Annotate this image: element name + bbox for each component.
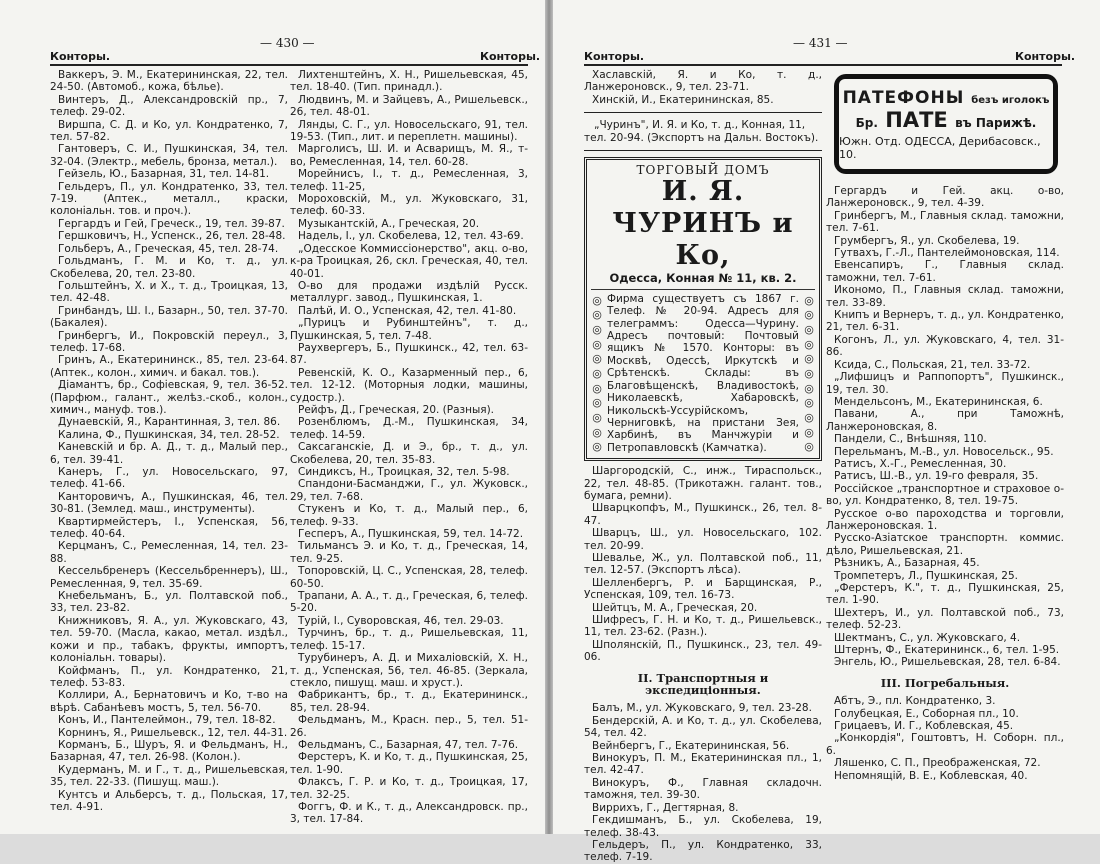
directory-entry: Гутвахъ, Г.-Л., Пантелеймоновская, 114. bbox=[834, 247, 1060, 260]
directory-entry: Виршпа, С. Д. и Ко, ул. Кондратенко, 7, тел. 57-82. bbox=[50, 118, 288, 144]
directory-entry: Дунаевскій, Я., Карантинная, 3, тел. 86. bbox=[58, 416, 281, 429]
directory-entry: Синдиксъ, Н., Троицкая, 32, тел. 5-98. bbox=[298, 466, 510, 478]
ad-churin-name: И. Я. ЧУРИНЪ и Ко, bbox=[612, 176, 794, 272]
directory-entry: Шполянскій, П., Пушкинск., 23, тел. 49-06. bbox=[584, 638, 822, 664]
book-gutter bbox=[545, 0, 553, 834]
directory-entry: Раухвергеръ, Б., Пушкинск., 42, тел. 63-87. bbox=[290, 341, 528, 367]
directory-entry: Тромпетеръ, Л., Пушкинская, 25. bbox=[834, 569, 1018, 582]
directory-entry: Пандели, С., Внѣшняя, 110. bbox=[834, 433, 987, 446]
directory-entry: Кнебельманъ, Б., ул. Полтавской поб., 33, тел. 23-82. bbox=[50, 590, 288, 615]
directory-entry: Турубинеръ, А. Д. и Михаліовскій, Х. Н., т. д., Успенская, 56, тел. 46-85. (Зеркала, стекло, пишущ. маш. и хруст.). bbox=[290, 652, 528, 689]
directory-entry: Перельманъ, М.-В., ул. Новосельск., 95. bbox=[834, 445, 1054, 458]
ornament-left: ◎ ◎ ◎ ◎ ◎ ◎ ◎ ◎ ◎ ◎ ◎ bbox=[592, 293, 602, 454]
column-left bbox=[584, 69, 822, 864]
ad-churin-box bbox=[584, 157, 822, 461]
column-left bbox=[50, 69, 288, 813]
directory-entry: Гесперъ, А., Пушкинская, 59, тел. 14-72. bbox=[298, 528, 524, 541]
directory-entry: „Пурицъ и Рубинштейнъ", т. д., Пушкинская, 5, тел. 7-48. bbox=[290, 317, 528, 342]
directory-entry: Коллири, А., Бернатовичъ и Ко, т-во на вѣрѣ. Сабанѣевъ мостъ, 5, тел. 56-70. bbox=[50, 689, 288, 714]
directory-entry: Гринбандъ, Ш. І., Базарн., 50, тел. 37-70. (Бакалея). bbox=[50, 304, 288, 330]
directory-entry: Книпъ и Вернеръ, т. д., ул. Кондратенко, 21, тел. 6-31. bbox=[826, 309, 1064, 334]
directory-entry: Гринбергъ, И., Покровскій переул., 3, телеф. 17-68. bbox=[50, 329, 288, 354]
directory-entry: Шаргородскій, С., инж., Тираспольск., 22, тел. 48-85. (Трикотажн. галант. тов., бумага, ремни). bbox=[584, 465, 822, 502]
directory-entry: Голубецкая, Е., Соборная пл., 10. bbox=[834, 707, 1019, 720]
divider bbox=[584, 150, 822, 151]
directory-entry: Россійское „транспортное и страховое о-во, ул. Кондратенко, 8, тел. 19-75. bbox=[826, 482, 1064, 508]
heading-transport: II. Транспортныя и экспедиціонныя. bbox=[637, 670, 769, 698]
directory-entry: Хаславскій, Я. и Ко, т. д., Ланжероновск., 9, тел. 23-71. bbox=[584, 69, 822, 94]
directory-entry: Балъ, М., ул. Жуковскаго, 9, тел. 23-28. bbox=[592, 702, 812, 715]
directory-entry: Шелленбергъ, Р. и Барщинская, Р., Успенская, 109, тел. 16-73. bbox=[584, 576, 822, 602]
directory-entry: Шектманъ, С., ул. Жуковскаго, 4. bbox=[834, 631, 1021, 644]
directory-entry: Палѣй, И. О., Успенская, 42, тел. 41-80. bbox=[298, 304, 517, 317]
directory-entry: Шифресъ, Г. Н. и Ко, т. д., Ришельевск., 11, тел. 23-62. (Разн.). bbox=[584, 614, 822, 639]
page-number: — 431 — bbox=[793, 36, 848, 50]
column-right bbox=[826, 185, 1064, 782]
directory-entry: Гринъ, А., Екатерининск., 85, тел. 23-64. (Аптек., колон., химич. и бакал. тов.). bbox=[50, 354, 288, 379]
directory-entry: Фельдманъ, М., Красн. пер., 5, тел. 51-26. bbox=[290, 714, 528, 739]
directory-entry: Ратисъ, Х.-Г., Ремесленная, 30. bbox=[834, 457, 1007, 470]
entries-mid bbox=[584, 465, 822, 664]
directory-entry: Марголисъ, Ш. И. и Асварищъ, М. Я., т-во, Ремесленная, 14, тел. 60-28. bbox=[290, 143, 528, 168]
directory-entry: Лянды, С. Г., ул. Новосельскаго, 91, тел. 19-53. (Тип., лит. и переплетн. машины). bbox=[290, 118, 528, 144]
directory-entry: Хинскій, И., Екатерининская, 85. bbox=[592, 93, 774, 106]
directory-entry: Гельдеръ, П., ул. Кондратенко, 33, телеф. 7-19. bbox=[584, 838, 822, 864]
directory-entry: Винокуръ, Ф., Главная складочн. таможня, тел. 39-30. bbox=[584, 776, 822, 802]
directory-entry: Грицаевъ, И. Г., Коблевская, 45. bbox=[834, 720, 1014, 733]
directory-entry: Гейзель, Ю., Базарная, 31, тел. 14-81. bbox=[58, 168, 270, 181]
directory-entry: Спандони-Басманджи, Г., ул. Жуковск., 29, тел. 7-68. bbox=[290, 478, 528, 503]
ad-pathe-box bbox=[834, 74, 1058, 174]
directory-entry: Фельдманъ, С., Базарная, 47, тел. 7-76. bbox=[298, 738, 519, 751]
directory-entry: Шехтеръ, И., ул. Полтавской поб., 73, телеф. 52-23. bbox=[826, 606, 1064, 632]
heading-pogreb: III. Погребальныя. bbox=[880, 675, 1010, 690]
directory-entry: Кессельбренеръ (Кессельбреннеръ), Ш., Ремесленная, 9, тел. 35-69. bbox=[50, 565, 288, 590]
directory-entry: „Одесское Коммиссіонерство", акц. о-во, к-ра Троицкая, 26, скл. Греческая, 40, тел. 40-01. bbox=[290, 242, 528, 280]
entries-top bbox=[584, 69, 822, 106]
running-head-left: Конторы. bbox=[50, 50, 111, 63]
ad-churin-listing: „Чуринъ", И. Я. и Ко, т. д., Конная, 11, тел. 20-94. (Экспортъ на Дальн. Востокъ). bbox=[584, 119, 819, 144]
directory-entry: Лихтенштейнъ, Х. Н., Ришельевская, 45, тел. 18-40. (Тип. принадл.). bbox=[290, 69, 528, 94]
directory-entry: „Лифшицъ и Раппопортъ", Пушкинск., 19, тел. 30. bbox=[826, 371, 1064, 396]
directory-entry: Непомнящій, В. Е., Коблевская, 40. bbox=[834, 769, 1028, 782]
header-rule bbox=[50, 64, 528, 66]
directory-entry: Абтъ, Э., пл. Кондратенко, 3. bbox=[834, 695, 996, 708]
directory-entry: Топоровскій, Ц. С., Успенская, 28, телеф. 60-50. bbox=[290, 565, 528, 590]
entries-top bbox=[826, 185, 1064, 669]
ad-pathe-title: ПАТЕФОНЫ bbox=[842, 87, 965, 108]
column-right bbox=[290, 69, 528, 826]
running-head-left: Конторы. bbox=[584, 50, 645, 63]
directory-entry: Надель, І., ул. Скобелева, 12, тел. 43-69. bbox=[298, 230, 524, 243]
left-page bbox=[0, 0, 545, 834]
divider bbox=[584, 112, 822, 113]
directory-entry: Калина, Ф., Пушкинская, 34, тел. 28-52. bbox=[58, 428, 280, 441]
directory-entry: Морейнисъ, І., т. д., Ремесленная, 3, телеф. 11-25, bbox=[290, 168, 528, 193]
directory-entry: Икономо, П., Главныя склад. таможни, тел. 33-89. bbox=[826, 284, 1064, 309]
running-head-right: Конторы. bbox=[1015, 50, 1076, 63]
directory-entry: Музыкантскій, А., Греческая, 20. bbox=[298, 217, 480, 230]
directory-entry: Кунтсъ и Альберсъ, т. д., Польская, 17, тел. 4-91. bbox=[50, 788, 288, 813]
directory-entry: Канеръ, Г., ул. Новосельскаго, 97, телеф. 41-66. bbox=[50, 466, 288, 491]
directory-entry: Шейтцъ, М. А., Греческая, 20. bbox=[592, 601, 758, 614]
ad-pathe-br: Бр. bbox=[855, 115, 878, 130]
directory-entry: Гольберъ, А., Греческая, 45, тел. 28-74. bbox=[58, 242, 279, 255]
directory-entry: Розенблюмъ, Д.-М., Пушкинская, 34, телеф. 14-59. bbox=[290, 416, 528, 441]
ad-pathe-subtitle: безъ иголокъ bbox=[971, 94, 1050, 106]
directory-entry: Русско-Азіатское транспортн. коммис. дѣло, Ришельевская, 21. bbox=[826, 532, 1064, 557]
directory-entry: „Ферстеръ, К.", т. д., Пушкинская, 25, тел. 1-90. bbox=[826, 582, 1064, 607]
directory-entry: Гершковичъ, Н., Успенск., 26, тел. 28-48. bbox=[58, 230, 286, 243]
directory-entry: Ляшенко, С. П., Преображенская, 72. bbox=[834, 757, 1041, 770]
directory-entry: Флаксъ, Г. Р. и Ко, т. д., Троицкая, 17, тел. 32-25. bbox=[290, 776, 528, 801]
directory-entry: Корманъ, Б., Шуръ, Я. и Фельдманъ, Н., Базарная, 47, тел. 26-98. (Колон.). bbox=[50, 738, 288, 764]
ornament-right: ◎ ◎ ◎ ◎ ◎ ◎ ◎ ◎ ◎ ◎ ◎ bbox=[804, 293, 814, 454]
directory-entry: Кудерманъ, М. и Г., т. д., Ришельевская, 35, тел. 22-33. (Пишущ. маш.). bbox=[50, 763, 288, 789]
directory-entry: Корнинъ, Я., Ришельевск., 12, тел. 44-31. bbox=[58, 726, 288, 739]
directory-entry: „Конкордія", Гоштовтъ, Н. Соборн. пл., 6. bbox=[826, 732, 1064, 757]
directory-entry: Ваккеръ, Э. М., Екатерининская, 22, тел. 24-50. (Автомоб., кожа, бѣлье). bbox=[50, 69, 288, 94]
directory-entry: Гольдманъ, Г. М. и Ко, т. д., ул. Скобелева, 20, тел. 23-80. bbox=[50, 255, 288, 280]
directory-entry: О-во для продажи издѣлій Русск. металлург. завод., Пушкинская, 1. bbox=[290, 279, 528, 305]
directory-entry: Гергардъ и Гей, Греческ., 19, тел. 39-87. bbox=[58, 217, 285, 230]
ad-churin-address: Одесса, Конная № 11, кв. 2. bbox=[609, 271, 797, 286]
directory-entry: Турчинъ, бр., т. д., Ришельевская, 11, телеф. 15-17. bbox=[290, 627, 528, 652]
ad-pathe-city: въ Парижѣ. bbox=[955, 115, 1037, 130]
directory-entry: Гельдеръ, П., ул. Кондратенко, 33, тел. 7-19. (Аптек., металл., краски, колоніальн. тов. и проч.). bbox=[50, 180, 288, 218]
directory-entry: Шварцкопфъ, М., Пушкинск., 26, тел. 8-47. bbox=[584, 502, 822, 527]
directory-entry: Гергардъ и Гей. акц. о-во, Ланжероновск., 9, тел. 4-39. bbox=[826, 185, 1064, 210]
directory-entry: Каневскій и бр. А. Д., т. д., Малый пер., 6, тел. 39-41. bbox=[50, 441, 288, 466]
directory-entry: Фоггъ, Ф. и К., т. д., Александровск. пр., 3, тел. 17-84. bbox=[290, 800, 528, 826]
directory-entry: Саксаганскіе, Д. и Э., бр., т. д., ул. Скобелева, 20, тел. 35-83. bbox=[290, 441, 528, 466]
right-page bbox=[553, 0, 1100, 864]
ad-pathe-brand: ПАТЕ bbox=[885, 107, 948, 132]
directory-entry: Ферстеръ, К. и Ко, т. д., Пушкинская, 25, тел. 1-90. bbox=[290, 751, 528, 776]
directory-entry: Мендельсонъ, М., Екатерининская, 6. bbox=[834, 395, 1043, 408]
directory-entry: Энгель, Ю., Ришельевская, 28, тел. 6-84. bbox=[834, 656, 1061, 669]
ad-churin-body: Фирма существуетъ съ 1867 г. Телеф. № 20-94. Адресъ для телеграммъ: Одесса—Чурину. Адресъ почтовый: Почтовый ящикъ № 1570. Конторы: въ Москвѣ, Одессѣ, Иркутскѣ и Срѣтенскѣ. Склады: въ Благовѣщенскѣ, Владивостокѣ, Николаевскѣ, Хабаровскѣ, Никольскѣ-Уссурійскомъ, Черниговкѣ, на пристани Зея, Харбинѣ, въ Манчжуріи и Петропавловскѣ (Камчатка). bbox=[607, 292, 799, 454]
directory-entry: Койфманъ, П., ул. Кондратенко, 21, телеф. 53-83. bbox=[50, 664, 288, 689]
directory-entry: Квартирмейстеръ, І., Успенская, 56, телеф. 40-64. bbox=[50, 515, 288, 541]
directory-entry: Ксида, С., Польская, 21, тел. 33-72. bbox=[834, 358, 1031, 371]
ad-churin-title: ТОРГОВЫЙ ДОМЪ bbox=[636, 163, 770, 178]
directory-entry: Виррихъ, Г., Дегтярная, 8. bbox=[592, 801, 739, 814]
directory-entry: Конъ, И., Пантелеймон., 79, тел. 18-82. bbox=[58, 714, 276, 727]
directory-entry: Винокуръ, П. М., Екатерининская пл., 1, тел. 42-47. bbox=[584, 752, 822, 777]
directory-entry: Когонъ, Л., ул. Жуковскаго, 4, тел. 31-86. bbox=[826, 333, 1064, 359]
entries-bottom bbox=[584, 702, 822, 863]
directory-entry: Ратисъ, Ш.-В., ул. 19-го февраля, 35. bbox=[834, 470, 1039, 483]
directory-entry: Бендерскій, А. и Ко, т. д., ул. Скобелева, 54, тел. 42. bbox=[584, 714, 822, 740]
directory-entry: Канторовичъ, А., Пушкинская, 46, тел. 30-81. (Землед. маш., инструменты). bbox=[50, 490, 288, 516]
directory-entry: Гантоверъ, С. И., Пушкинская, 34, тел. 32-04. (Электр., мебель, бронза, метал.). bbox=[50, 143, 288, 168]
directory-entry: Тильмансъ Э. и Ко, т. д., Греческая, 14, тел. 9-25. bbox=[290, 540, 528, 565]
directory-entry: Русское о-во пароходства и торговли, Ланжероновская. 1. bbox=[826, 507, 1064, 532]
header-rule bbox=[584, 64, 1062, 66]
directory-entry: Діамантъ, бр., Софіевская, 9, тел. 36-52. (Парфюм., галант., желѣз.-скоб., колон., химич., мануф. тов.). bbox=[50, 379, 288, 416]
directory-entry: Турій, І., Суворовская, 46, тел. 29-03. bbox=[298, 614, 504, 627]
directory-entry: Шварцъ, Ш., ул. Новосельскаго, 102. тел. 20-99. bbox=[584, 527, 822, 552]
directory-entry: Грумбергъ, Я., ул. Скобелева, 19. bbox=[834, 234, 1020, 247]
running-head-right: Конторы. bbox=[480, 50, 541, 63]
directory-entry: Гринбергъ, М., Главныя склад. таможни, тел. 7-61. bbox=[826, 209, 1064, 235]
directory-entry: Фабрикантъ, бр., т. д., Екатерининск., 85, тел. 28-94. bbox=[290, 689, 528, 714]
directory-entry: Мороховскій, М., ул. Жуковскаго, 31, телеф. 60-33. bbox=[290, 193, 528, 218]
directory-entry: Гольштейнъ, Х. и Х., т. д., Троицкая, 13, тел. 42-48. bbox=[50, 279, 288, 305]
directory-entry: Павани, А., при Таможнѣ, Ланжероновская, 8. bbox=[826, 408, 1064, 433]
directory-entry: Людвинъ, М. и Зайцевъ, А., Ришельевск., 26, тел. 48-01. bbox=[290, 93, 528, 119]
directory-entry: Керцманъ, С., Ремесленная, 14, тел. 23-88. bbox=[50, 540, 288, 565]
directory-entry: Вейнбергъ, Г., Екатерининская, 56. bbox=[592, 739, 790, 752]
directory-entry: Рѣзникъ, А., Базарная, 45. bbox=[834, 557, 980, 570]
directory-entry: Шевалье, Ж., ул. Полтавской поб., 11, тел. 12-57. (Экспортъ лѣса). bbox=[584, 551, 822, 577]
directory-entry: Стукенъ и Ко, т. д., Малый пер., 6, телеф. 9-33. bbox=[290, 503, 528, 528]
directory-entry: Гекдишманъ, Б., ул. Скобелева, 19, телеф. 38-43. bbox=[584, 814, 822, 839]
directory-entry: Винтеръ, Д., Александровскій пр., 7, телеф. 29-02. bbox=[50, 93, 288, 119]
directory-entry: Штернъ, Ф., Екатерининск., 6, тел. 1-95. bbox=[834, 644, 1060, 657]
page-number: — 430 — bbox=[260, 36, 315, 50]
directory-entry: Рейфъ, Д., Греческая, 20. (Разныя). bbox=[298, 403, 495, 416]
directory-entry: Трапани, А. А., т. д., Греческая, 6, телеф. 5-20. bbox=[290, 590, 528, 615]
directory-entry: Ревенскій, К. О., Казарменный пер., 6, тел. 12-12. (Моторныя лодки, машины, судостр.). bbox=[290, 366, 528, 404]
directory-entry: Книжниковъ, Я. А., ул. Жуковскаго, 43, тел. 59-70. (Масла, какао, метал. издѣл., кожи и пр., табакъ, фрукты, импортъ, колоніальн. товары). bbox=[50, 614, 288, 665]
ad-pathe-address: Южн. Отд. ОДЕССА, Дерибасовск., 10. bbox=[839, 134, 1041, 161]
entries-bottom bbox=[826, 695, 1064, 782]
directory-entry: Евенсапиръ, Г., Главныя склад. таможни, тел. 7-61. bbox=[826, 259, 1064, 284]
